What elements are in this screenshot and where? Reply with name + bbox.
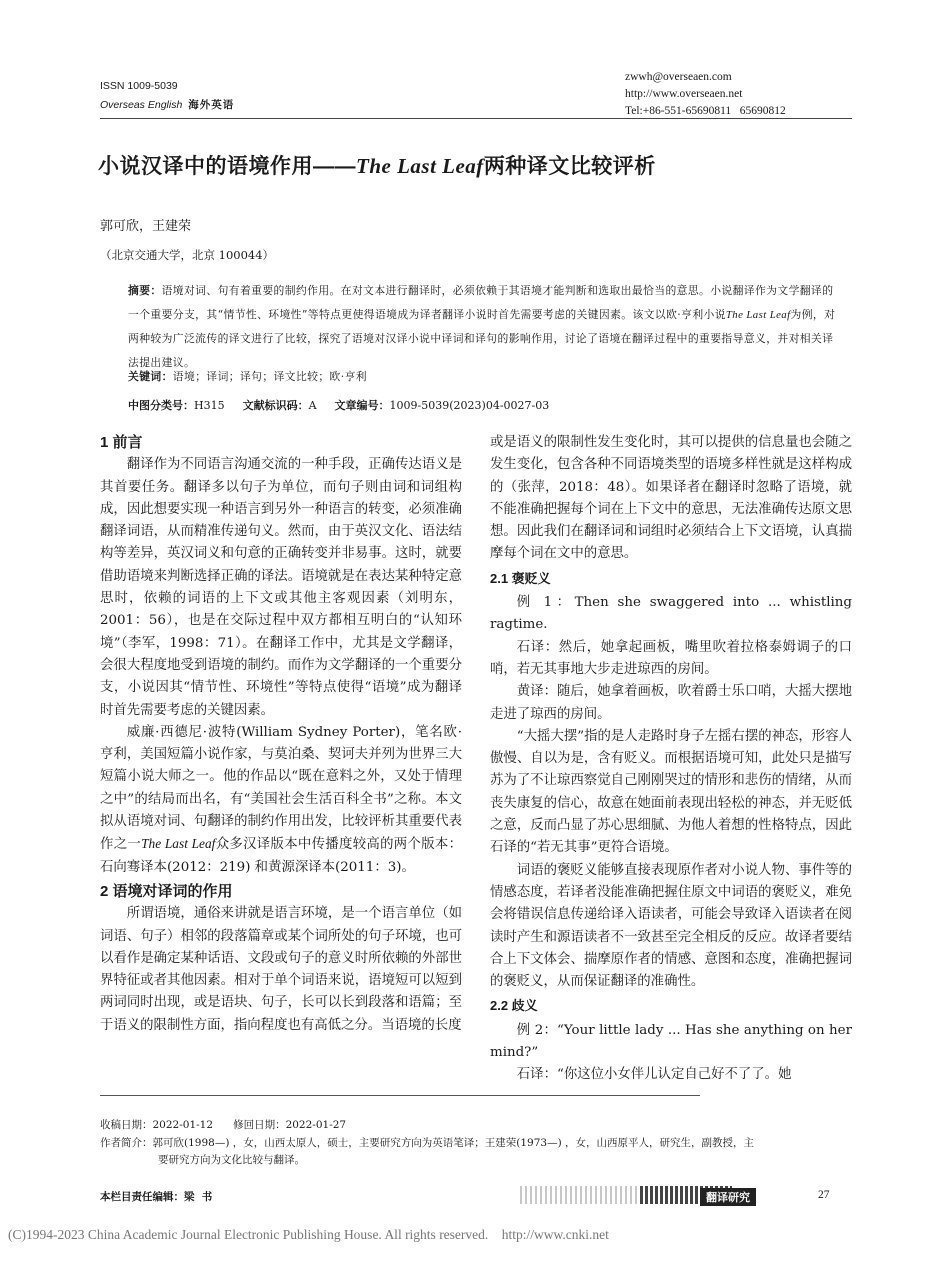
journal-contact [625, 69, 786, 120]
journal-name-en: Overseas English [100, 99, 183, 111]
authors: 郭可欣，王建荣 [100, 219, 192, 234]
example: 例 1：Then she swaggered into ... whistling ragtime. [490, 595, 852, 633]
title-italic: The Last Leaf [356, 154, 484, 178]
title-part-b: 两种译文比较评析 [483, 155, 656, 178]
paragraph: 词语的褒贬义能够直接表现原作者对小说人物、事件等的情感态度，若译者没能准确把握住原文中词语的褒贬义，难免会将错误信息传递给译入语读者，可能会导致译入语读者在阅读时产生和源语读者不一致甚至完全相反的反应。故译者要结合上下文体会、揣摩原作者的情感、意图和态度，准确把握词的褒贬义，从而保证翻译的准确性。 [490, 862, 852, 990]
translation-shi: 石译：“你这位小女伴儿认定自己好不了了。她 [516, 1067, 792, 1083]
received-dates: 收稿日期：2022-01-12 修回日期：2022-01-27 [100, 1119, 347, 1131]
example: 例 2：“Your little lady ... Has she anything on her mind?” [490, 1022, 852, 1061]
journal-name [100, 97, 234, 112]
clc-value: H315 [194, 399, 225, 412]
header-divider [100, 118, 852, 119]
clc-label: 中图分类号： [128, 400, 194, 412]
paragraph-italic: The Last Leaf [141, 836, 216, 852]
doc-code-value: A [308, 399, 317, 412]
subsection-heading: 2.1 褒贬义 [490, 570, 551, 586]
title-part-a: 小说汉译中的语境作用—— [98, 155, 356, 178]
paragraph: 或是语义的限制性发生变化时，其可以提供的信息量也会随之发生变化，包含各种不同语境类型的语境多样性就是这样构成的（张萍，2018：48）。如果译者在翻译时忽略了语境，就不能准确把握每个词在上下文中的意思，无法准确传达原文思想。因此我们在翻译词和词组时必须结合上下文语境，认真揣摩每个词在文中的意思。 [490, 435, 852, 562]
footnote-divider [100, 1095, 700, 1096]
translation-huang: 黄译：随后，她拿着画板，吹着爵士乐口哨，大摇大摆地走进了琼西的房间。 [490, 684, 852, 722]
section-badge: 翻译研究 [700, 1188, 756, 1206]
body-left-column [100, 432, 462, 1037]
doc-code-label: 文献标识码： [242, 400, 309, 412]
author-bio-continued: 要研究方向为文化比较与翻译。 [158, 1154, 305, 1166]
translation-shi: 石译：然后，她拿起画板，嘴里吹着拉格泰姆调子的口哨，若无其事地大步走进琼西的房间。 [490, 639, 852, 677]
article-number-value: 1009-5039(2023)04-0027-03 [389, 399, 550, 412]
paragraph-text: 众多汉译版本中传播度较高的两个版本：石向骞译本(2012：219) 和黄源深译本(2011：3)。 [100, 837, 462, 875]
issn: ISSN 1009-5039 [100, 80, 178, 92]
body-right-column [490, 432, 852, 1087]
article-title [98, 150, 656, 180]
paragraph: “大摇大摆”指的是人走路时身子左摇右摆的神态，形容人傲慢、自以为是，含有贬义。而根据语境可知，此处只是描写苏为了不让琼西察觉自己刚刚哭过的情形和悲伤的情绪，从而丧失康复的信心，故意在她面前表现出轻松的神态，并无贬低之意，反而凸显了苏心思细腻、为他人着想的性格特点，因此石译的“若无其事”更符合语境。 [490, 728, 852, 856]
contact-email: zwwh@overseaen.com [625, 71, 732, 83]
paragraph [100, 722, 462, 879]
paragraph-text: 威廉·西德尼·波特(William Sydney Porter)，笔名欧·亨利，美国短篇小说作家，与莫泊桑、契诃夫并列为世界三大短篇小说大师之一。他的作品以“既在意料之外，又处于情理之中”的结局而出名，有“美国社会生活百科全书”之称。本文拟从语境对词、句翻译的制约作用出发，比较评析其重要代表作之一 [100, 724, 462, 853]
abstract-text-1: 语境对词、句有着重要的制约作用。在对文本进行翻译时，必须依赖于其语境才能判断和选取出最恰当的意思。小说翻译作为文学翻译的一个重要分支，其“情节性、环境性”等特点更使得语境成为译者翻译小说时首先需要考虑的关键因素。该文以欧·亨利小说 [128, 284, 834, 321]
abstract-text-2: 为例，对两种较为广泛流传的译文进行了比较，探究了语境对汉译小说中译词和译句的影响作用，讨论了语境在翻译过程中的重要指导意义，并对相关译法提出建议。 [128, 308, 836, 369]
keywords-text: 语境；译词；译句；译文比较；欧·亨利 [172, 370, 367, 383]
keywords [128, 369, 367, 384]
author-bio: 作者简介：郭可欣(1998—) ，女，山西太原人，硕士，主要研究方向为英语笔译；王建荣(1973—) ，女，山西原平人，研究生，副教授，主 [100, 1136, 755, 1149]
journal-name-zh: 海外英语 [188, 99, 235, 111]
column-editor: 本栏目责任编辑：梁 书 [100, 1191, 213, 1203]
paragraph: 翻译作为不同语言沟通交流的一种手段，正确传达语义是其首要任务。翻译多以句子为单位，而句子则由词和词组构成，因此想要实现一种语言到另外一种语言的转变，必须准确翻译词语，从而精准传递句义。然而，由于英汉文化、语法结构等差异，英汉词义和句意的正确转变并非易事。这时，就要借助语境来判断选择正确的译法。语境就是在表达某种特定意思时，依赖的词语的上下文或其他主客观因素（刘明东，2001：56），也是在交际过程中双方都相互明白的“认知环境”（李军，1998：71）。在翻译工作中，尤其是文学翻译，会很大程度地受到语境的制约。而作为文学翻译的一个重要分支，小说因其“情节性、环境性”等特点使得“语境”成为翻译时首先需要考虑的关键因素。 [100, 457, 462, 718]
contact-tel: Tel:+86-551-65690811 65690812 [625, 105, 786, 117]
page-number: 27 [818, 1189, 830, 1201]
abstract-italic: The Last Leaf [725, 309, 791, 321]
subsection-heading: 2.2 歧义 [490, 998, 538, 1014]
abstract [128, 279, 840, 375]
copyright-notice: (C)1994-2023 China Academic Journal Electronic Publishing House. All rights reserved. http://www.cnki.net [8, 1227, 609, 1242]
paragraph: 所谓语境，通俗来讲就是语言环境，是一个语言单位（如词语、句子）相邻的段落篇章或某个词所处的句子环境，也可以看作是确定某种话语、文段或句子的意义时所依赖的外部世界特征或者其他因素。相对于单个词语来说，语境短可以短到两词同时出现，或是语块、句子，长可以长到段落和语篇；至于语义的限制性方面，指向程度也有高低之分。当语境的长度 [100, 906, 462, 1033]
classification-row [128, 397, 549, 413]
abstract-label: 摘要： [128, 285, 162, 297]
section-heading: 2 语境对译词的作用 [100, 882, 233, 900]
section-heading: 1 前言 [100, 434, 143, 451]
article-number-label: 文章编号： [334, 400, 390, 412]
keywords-label: 关键词： [128, 371, 173, 383]
contact-website: http://www.overseaen.net [625, 88, 743, 100]
affiliation: （北京交通大学，北京 100044） [100, 248, 275, 262]
footnotes [100, 1117, 855, 1170]
